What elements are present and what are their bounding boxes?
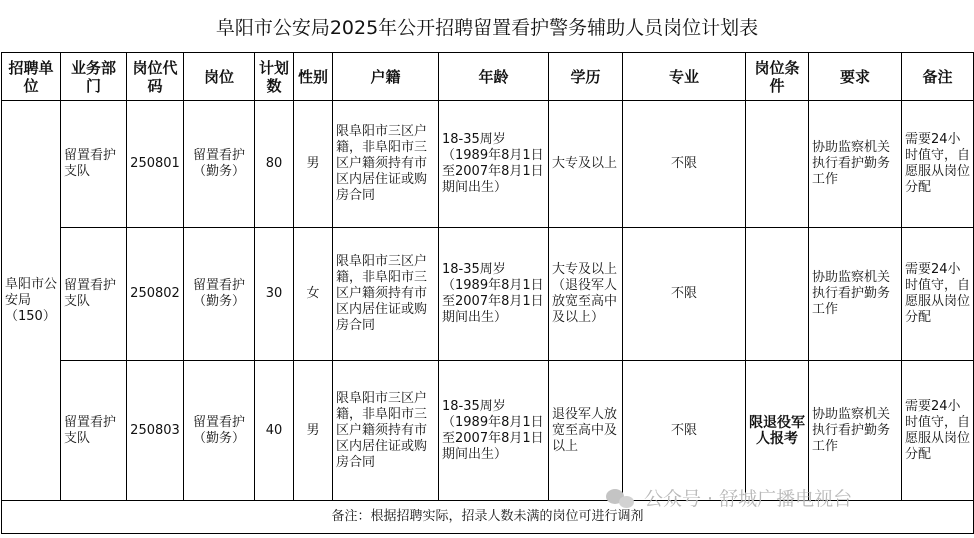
table-row — [2, 101, 974, 228]
page-title: 阜阳市公安局2025年公开招聘留置看护警务辅助人员岗位计划表 — [215, 16, 759, 39]
note-text: 备注：根据招聘实际，招录人数未满的岗位可进行调剂 — [2, 501, 974, 534]
watermark — [606, 484, 852, 511]
major-cell: 不限 — [623, 361, 746, 501]
major-cell: 不限 — [623, 101, 746, 228]
header-cell: 业务部门 — [61, 53, 127, 101]
education-cell: 退役军人放宽至高中及以上 — [549, 361, 623, 501]
remark-cell: 需要24小时值守，自愿服从岗位分配 — [902, 228, 974, 361]
header-cell: 年龄 — [439, 53, 549, 101]
requirement-cell: 协助监察机关执行看护勤务工作 — [809, 361, 902, 501]
remark-cell: 需要24小时值守，自愿服从岗位分配 — [902, 361, 974, 501]
gender-cell: 男 — [294, 361, 333, 501]
header-cell: 专业 — [623, 53, 746, 101]
gender-cell: 男 — [294, 101, 333, 228]
table-row — [2, 228, 974, 361]
header-cell: 备注 — [902, 53, 974, 101]
header-cell: 招聘单位 — [2, 53, 61, 101]
count-cell: 30 — [255, 228, 294, 361]
count-cell: 80 — [255, 101, 294, 228]
header-cell: 岗位代码 — [127, 53, 184, 101]
condition-cell — [746, 101, 809, 228]
header-cell: 户籍 — [333, 53, 439, 101]
condition-cell — [746, 228, 809, 361]
age-cell: 18-35周岁（1989年8月1日至2007年8月1日期间出生） — [439, 228, 549, 361]
post-cell: 留置看护（勤务） — [184, 228, 255, 361]
count-cell: 40 — [255, 361, 294, 501]
position-plan-table — [1, 52, 974, 534]
requirement-cell: 协助监察机关执行看护勤务工作 — [809, 228, 902, 361]
header-cell: 岗位 — [184, 53, 255, 101]
post-cell: 留置看护（勤务） — [184, 101, 255, 228]
header-cell: 岗位条件 — [746, 53, 809, 101]
education-cell: 大专及以上（退役军人放宽至高中及以上） — [549, 228, 623, 361]
header-cell: 要求 — [809, 53, 902, 101]
major-cell: 不限 — [623, 228, 746, 361]
dept-cell: 留置看护支队 — [61, 228, 127, 361]
huji-cell: 限阜阳市三区户籍，非阜阳市三区户籍须持有市区内居住证或购房合同 — [333, 228, 439, 361]
gender-cell: 女 — [294, 228, 333, 361]
header-cell: 计划数 — [255, 53, 294, 101]
post-cell: 留置看护（勤务） — [184, 361, 255, 501]
huji-cell: 限阜阳市三区户籍，非阜阳市三区户籍须持有市区内居住证或购房合同 — [333, 101, 439, 228]
code-cell: 250803 — [127, 361, 184, 501]
condition-cell: 限退役军人报考 — [746, 361, 809, 501]
wechat-icon — [606, 487, 636, 509]
header-cell: 学历 — [549, 53, 623, 101]
table-header-row — [2, 53, 974, 101]
code-cell: 250802 — [127, 228, 184, 361]
header-cell: 性别 — [294, 53, 333, 101]
remark-cell: 需要24小时值守，自愿服从岗位分配 — [902, 101, 974, 228]
dept-cell: 留置看护支队 — [61, 101, 127, 228]
education-cell: 大专及以上 — [549, 101, 623, 228]
age-cell: 18-35周岁（1989年8月1日至2007年8月1日期间出生） — [439, 101, 549, 228]
recruiting-unit-cell: 阜阳市公安局（150） — [2, 101, 61, 501]
dept-cell: 留置看护支队 — [61, 361, 127, 501]
watermark-text: 公众号 · 舒城广播电视台 — [644, 488, 853, 510]
huji-cell: 限阜阳市三区户籍，非阜阳市三区户籍须持有市区内居住证或购房合同 — [333, 361, 439, 501]
requirement-cell: 协助监察机关执行看护勤务工作 — [809, 101, 902, 228]
table-row — [2, 361, 974, 501]
age-cell: 18-35周岁（1989年8月1日至2007年8月1日期间出生） — [439, 361, 549, 501]
code-cell: 250801 — [127, 101, 184, 228]
